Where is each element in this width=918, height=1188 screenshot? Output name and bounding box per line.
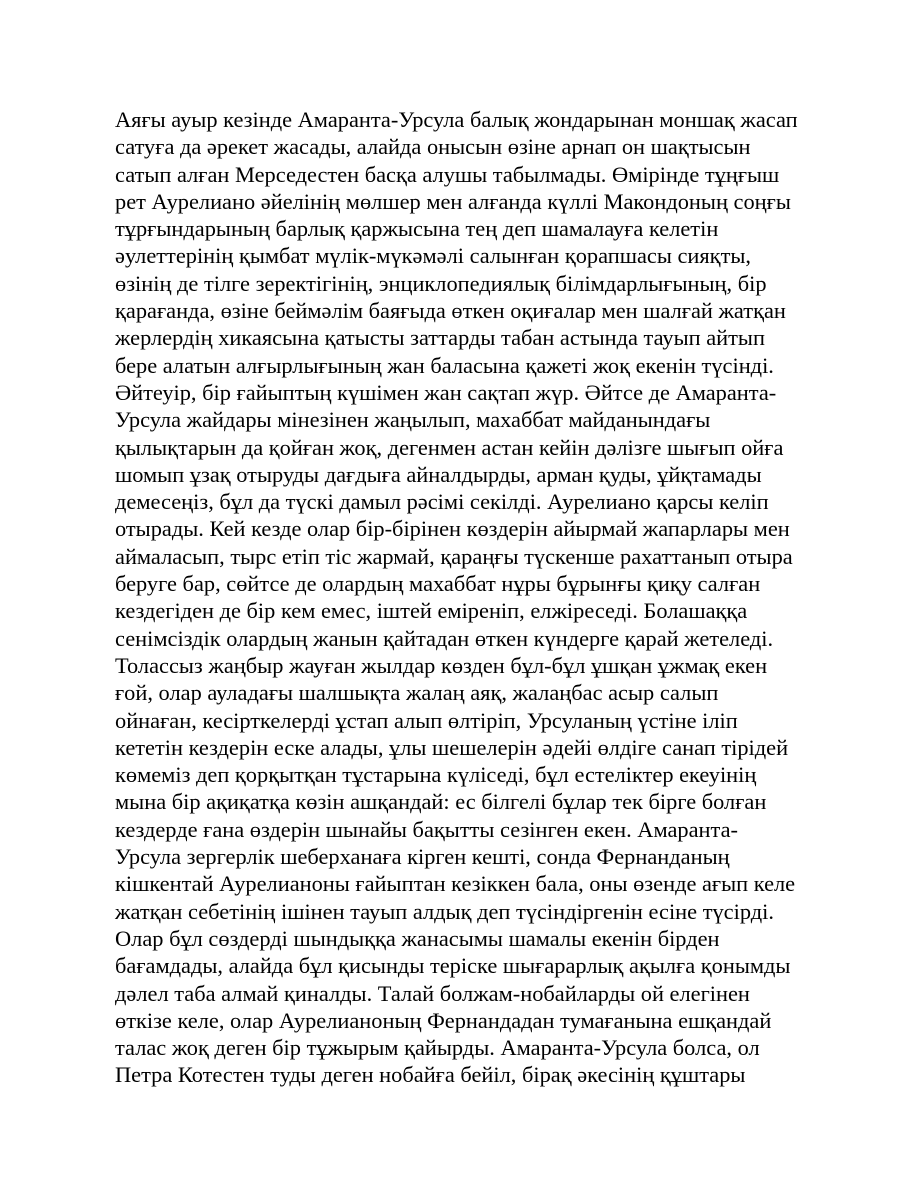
text-line: Урсула жайдары мінезінен жаңылып, махаббат майданындағы — [115, 407, 711, 433]
text-line: кететін кездерін еске алады, ұлы шешелерін әдейі өлдіге санап тірідей — [115, 734, 789, 760]
text-line: жерлердің хикаясына қатысты заттарды табан астында тауып айтып — [115, 325, 765, 351]
text-line: жатқан себетінің ішінен тауып алдық деп түсіндіргенін есіне түсірді. — [115, 898, 774, 924]
text-line: Әйтеуір, бір ғайыптың күшімен жан сақтап жүр. Әйтсе де Амаранта- — [115, 379, 777, 405]
text-line: бағамдады, алайда бұл қисынды теріске шығарарлық ақылға қонымды — [115, 953, 791, 979]
text-line: сатып алған Мерседестен басқа алушы табылмады. Өмірінде тұңғыш — [115, 161, 780, 187]
text-line: тұрғындарының барлық қаржысына тең деп шамалауға келетін — [115, 216, 719, 242]
text-line: әулеттерінің қымбат мүлік-мүкәмәлі салынған қорапшасы сияқты, — [115, 243, 751, 269]
text-line: сенімсіздік олардың жанын қайтадан өткен күндерге қарай жетеледі. — [115, 625, 774, 651]
text-line: өзінің де тілге зеректігінің, энциклопедиялық білімдарлығының, бір — [115, 270, 767, 296]
text-line: сатуға да әрекет жасады, алайда онысын өзіне арнап он шақтысын — [115, 134, 751, 160]
text-line: Урсула зергерлік шеберханаға кірген кешті, сонда Фернанданың — [115, 844, 730, 870]
text-line: ғой, олар ауладағы шалшықта жалаң аяқ, жалаңбас асыр салып — [115, 680, 719, 706]
text-line: қылықтарын да қойған жоқ, дегенмен астан кейін дәлізге шығып ойға — [115, 434, 784, 460]
text-line: дәлел таба алмай қиналды. Талай болжам-нобайларды ой елегінен — [115, 980, 750, 1006]
text-line: өткізе келе, олар Аурелианоның Фернандадан тумағанына ешқандай — [115, 1007, 772, 1033]
text-line: отырады. Кей кезде олар бір-бірінен көздерін айырмай жапарлары мен — [115, 516, 790, 542]
text-line: ойнаған, кесірткелерді ұстап алып өлтіріп, Урсуланың үстіне іліп — [115, 707, 738, 733]
text-line: Аяғы ауыр кезінде Амаранта-Урсула балық жондарынан моншақ жасап — [115, 107, 798, 132]
text-line: беруге бар, сөйтсе де олардың махаббат нұры бұрынғы қиқу салған — [115, 571, 761, 597]
text-line: Толассыз жаңбыр жауған жылдар көзден бұл-бұл ұшқан ұжмақ екен — [115, 652, 768, 678]
text-line: кішкентай Аурелианоны ғайыптан кезіккен бала, оны өзенде ағып келе — [115, 871, 796, 897]
text-line: шомып ұзақ отыруды дағдыға айналдырды, арман қуды, ұйқтамады — [115, 461, 762, 487]
text-line: мына бір ақиқатқа көзін ашқандай: ес білгелі бұлар тек бірге болған — [115, 789, 767, 815]
text-line: кездегіден де бір кем емес, іштей еміреніп, елжіреседі. Болашаққа — [115, 598, 748, 624]
body-text-paragraph — [115, 106, 815, 1089]
text-line: демесеңіз, бұл да түскі дамыл рәсімі секілді. Аурелиано қарсы келіп — [115, 489, 769, 515]
text-line: талас жоқ деген бір тұжырым қайырды. Амаранта-Урсула болса, ол — [115, 1035, 760, 1061]
text-line: рет Аурелиано әйелінің мөлшер мен алғанда күллі Макондоның соңғы — [115, 188, 791, 214]
text-line: кездерде ғана өздерін шынайы бақытты сезінген екен. Амаранта- — [115, 816, 738, 842]
text-line: Олар бұл сөздерді шындыққа жанасымы шамалы екенін бірден — [115, 925, 720, 951]
text-line: аймаласып, тырс етіп тіс жармай, қараңғы түскенше рахаттанып отыра — [115, 543, 793, 569]
text-line: қарағанда, өзіне беймәлім баяғыда өткен оқиғалар мен шалғай жатқан — [115, 298, 786, 324]
text-line: бере алатын алғырлығының жан баласына қажеті жоқ екенін түсінді. — [115, 352, 774, 378]
text-line: көмеміз деп қорқытқан тұстарына күліседі, бұл естеліктер екеуінің — [115, 762, 757, 788]
text-line: Петра Котестен туды деген нобайға бейіл, бірақ әкесінің құштары — [115, 1062, 746, 1088]
